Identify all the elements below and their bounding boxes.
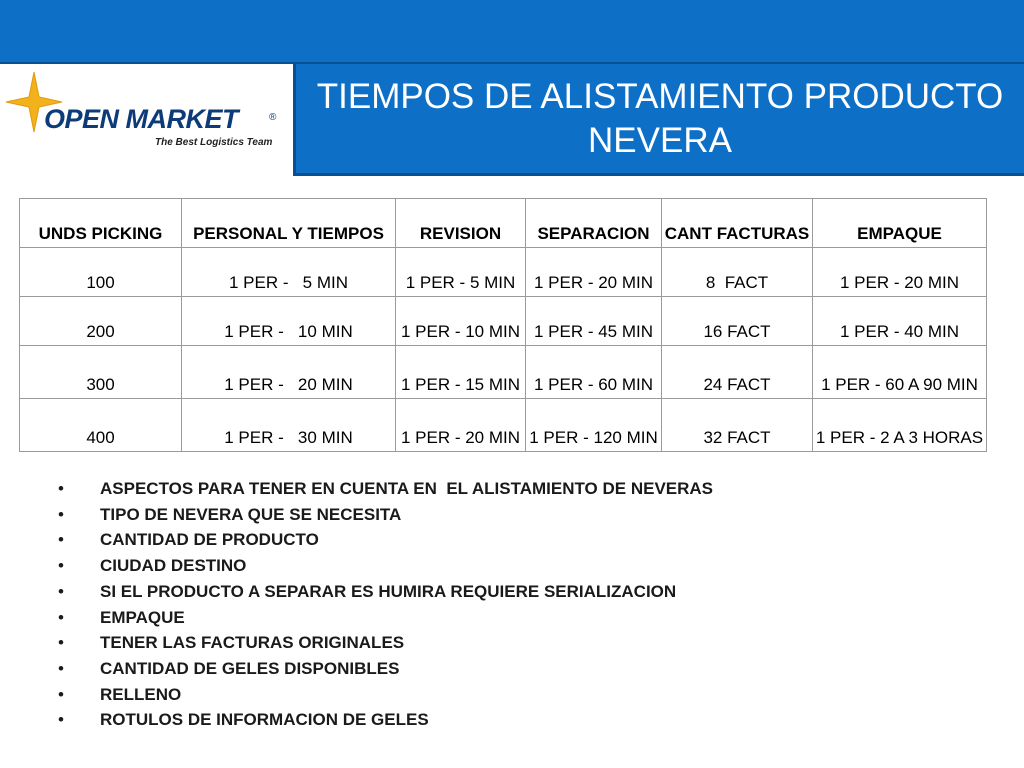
table-cell: 1 PER - 2 A 3 HORAS xyxy=(813,399,987,452)
table-cell: 1 PER - 60 A 90 MIN xyxy=(813,346,987,399)
table-row xyxy=(20,399,987,452)
header-personal-y-tiempos: PERSONAL Y TIEMPOS xyxy=(182,199,396,248)
bullet-marker: • xyxy=(58,581,64,601)
table-cell: 300 xyxy=(20,346,182,399)
table-cell: 16 FACT xyxy=(662,297,813,346)
times-table xyxy=(19,198,987,452)
header-empaque: EMPAQUE xyxy=(813,199,987,248)
list-item-text: TIPO DE NEVERA QUE SE NECESITA xyxy=(100,504,402,524)
header-cant-facturas: CANT FACTURAS xyxy=(662,199,813,248)
bullet-marker: • xyxy=(58,633,64,653)
table-cell: 400 xyxy=(20,399,182,452)
list-item-text: ROTULOS DE INFORMACION DE GELES xyxy=(100,710,429,730)
table-cell: 1 PER - 20 MIN xyxy=(813,248,987,297)
table-row xyxy=(20,248,987,297)
list-item-text: CANTIDAD DE GELES DISPONIBLES xyxy=(100,658,400,678)
list-item-text: ASPECTOS PARA TENER EN CUENTA EN EL ALISTAMIENTO DE NEVERAS xyxy=(100,479,714,498)
bullet-marker: • xyxy=(58,684,64,704)
top-header-band xyxy=(0,0,1024,64)
table-cell: 32 FACT xyxy=(662,399,813,452)
bullet-marker: • xyxy=(58,556,64,576)
open-market-logo xyxy=(4,70,284,160)
table-cell: 1 PER - 45 MIN xyxy=(526,297,662,346)
table-cell: 1 PER - 10 MIN xyxy=(182,297,396,346)
list-item xyxy=(58,553,713,579)
table-cell: 1 PER - 5 MIN xyxy=(182,248,396,297)
logo-registered-mark: ® xyxy=(269,112,277,123)
list-item xyxy=(58,476,713,502)
table-cell: 24 FACT xyxy=(662,346,813,399)
table-cell: 1 PER - 20 MIN xyxy=(526,248,662,297)
list-item-text: CIUDAD DESTINO xyxy=(100,556,247,576)
table-cell: 1 PER - 30 MIN xyxy=(182,399,396,452)
table-row xyxy=(20,346,987,399)
header-revision: REVISION xyxy=(396,199,526,248)
table-cell: 1 PER - 10 MIN xyxy=(396,297,526,346)
table-row xyxy=(20,297,987,346)
list-item-text: EMPAQUE xyxy=(100,607,185,627)
list-item-text: CANTIDAD DE PRODUCTO xyxy=(100,530,319,550)
table-header-row xyxy=(20,199,987,248)
list-item xyxy=(58,630,713,656)
list-item xyxy=(58,656,713,682)
list-item xyxy=(58,527,713,553)
title-box xyxy=(293,64,1024,176)
table-cell: 200 xyxy=(20,297,182,346)
bullet-marker: • xyxy=(58,479,64,498)
logo-tagline: The Best Logistics Team xyxy=(155,137,273,148)
considerations-list xyxy=(58,476,713,733)
header-separacion: SEPARACION xyxy=(526,199,662,248)
table-cell: 8 FACT xyxy=(662,248,813,297)
table-cell: 1 PER - 120 MIN xyxy=(526,399,662,452)
bullet-marker: • xyxy=(58,710,64,730)
table-cell: 1 PER - 5 MIN xyxy=(396,248,526,297)
table-cell: 1 PER - 40 MIN xyxy=(813,297,987,346)
bullet-marker: • xyxy=(58,658,64,678)
list-item xyxy=(58,502,713,528)
list-item xyxy=(58,682,713,708)
table-cell: 100 xyxy=(20,248,182,297)
list-item xyxy=(58,605,713,631)
list-item-text: RELLENO xyxy=(100,684,182,704)
table-cell: 1 PER - 15 MIN xyxy=(396,346,526,399)
list-item xyxy=(58,707,713,733)
table-cell: 1 PER - 60 MIN xyxy=(526,346,662,399)
bullet-marker: • xyxy=(58,607,64,627)
logo-brand-text: OPEN MARKET xyxy=(44,104,239,134)
table-cell: 1 PER - 20 MIN xyxy=(182,346,396,399)
page-title: TIEMPOS DE ALISTAMIENTO PRODUCTO NEVERA xyxy=(316,76,1004,160)
list-item-text: SI EL PRODUCTO A SEPARAR ES HUMIRA REQUIERE SERIALIZACION xyxy=(100,581,677,601)
header-unds-picking: UNDS PICKING xyxy=(20,199,182,248)
list-item xyxy=(58,579,713,605)
table-cell: 1 PER - 20 MIN xyxy=(396,399,526,452)
bullet-marker: • xyxy=(58,504,64,524)
list-item-text: TENER LAS FACTURAS ORIGINALES xyxy=(100,633,405,653)
bullet-marker: • xyxy=(58,530,64,550)
